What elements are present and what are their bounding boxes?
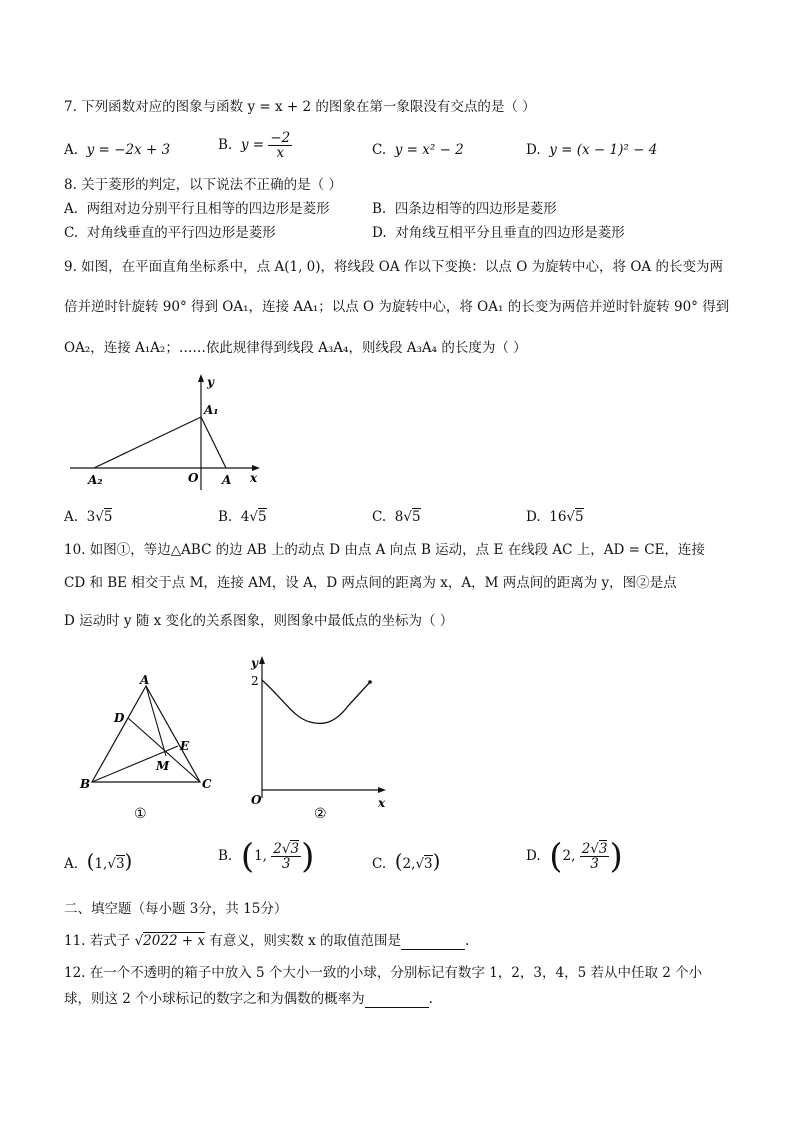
q9-option-c[interactable]: C. 8√5 <box>372 509 421 525</box>
figure-caption-2: ② <box>314 806 327 822</box>
q8-option-c[interactable]: C. 对角线垂直的平行四边形是菱形 <box>64 225 276 241</box>
label-c: C <box>202 777 212 791</box>
q7-option-d[interactable]: D. y = (x − 1)² − 4 <box>526 142 658 158</box>
y-axis-arrow <box>259 656 265 664</box>
segment-am <box>146 686 166 756</box>
q7-option-a[interactable]: A. y = −2x + 3 <box>64 142 171 158</box>
label-e: E <box>180 739 190 753</box>
y-axis-arrow <box>198 374 204 382</box>
y-axis-label: y <box>251 656 258 670</box>
label-d: D <box>114 711 125 725</box>
label-b: B <box>80 777 91 791</box>
q10-triangle-figure <box>74 668 224 828</box>
q8-option-b[interactable]: B. 四条边相等的四边形是菱形 <box>372 201 557 217</box>
q11-line: 11. 若式子 √2022 + x 有意义，则实数 x 的取值范围是 . <box>64 933 470 949</box>
label-a: A <box>140 673 150 687</box>
segment-a-a1 <box>201 417 226 468</box>
q9-line-3: OA₂，连接 A₁A₂；……依此规律得到线段 A₃A₄，则线段 A₃A₄ 的长度为（ ） <box>64 340 527 356</box>
y-tick-label: 2 <box>251 674 259 688</box>
q10-line-2: CD 和 BE 相交于点 M，连接 AM，设 A，D 两点间的距离为 x，A，M 两点间的距离为 y，图②是点 <box>64 575 677 591</box>
fraction: $\frac{-2}{x}$ <box>270 130 291 161</box>
q10-option-c[interactable]: C. (2,√3) <box>372 849 441 873</box>
q10-option-a[interactable]: A. (1,√3) <box>64 849 133 873</box>
label-o: O <box>188 471 199 485</box>
q11-answer-blank[interactable] <box>401 935 465 950</box>
label-a1: A₁ <box>204 403 219 417</box>
q10-line-3: D 运动时 y 随 x 变化的关系图象，则图象中最低点的坐标为（ ） <box>64 613 454 629</box>
q10-graph-figure <box>244 650 394 828</box>
q8-stem: 8. 关于菱形的判定，以下说法不正确的是（ ） <box>64 177 342 193</box>
section-2-heading: 二、填空题（每小题 3分，共 15分） <box>64 901 288 917</box>
q10-option-d[interactable]: D. (2, $\frac{2√3}{3}$ ) <box>526 836 623 877</box>
q8-option-d[interactable]: D. 对角线互相平分且垂直的四边形是菱形 <box>372 225 625 241</box>
x-axis-arrow <box>378 787 386 793</box>
y-vs-x-curve <box>262 680 370 723</box>
q9-option-b[interactable]: B. 4√5 <box>218 509 267 525</box>
curve-endpoint <box>368 680 372 684</box>
segment-a1-a2 <box>94 417 201 468</box>
y-axis-label: y <box>207 375 214 389</box>
q9-line-1: 9. 如图，在平面直角坐标系中，点 A(1, 0)，将线段 OA 作以下变换：以点 O 为旋转中心，将 OA 的长变为两 <box>64 259 723 275</box>
q9-option-d[interactable]: D. 16√5 <box>526 509 584 525</box>
q7-option-b[interactable]: B. y = $\frac{-2}{x}$ <box>218 130 291 161</box>
figure-caption-1: ① <box>134 806 147 822</box>
q12-line-1: 12. 在一个不透明的箱子中放入 5 个大小一致的小球，分别标记有数字 1，2，3，4，5 若从中任取 2 个小 <box>64 965 703 981</box>
q12-answer-blank[interactable] <box>365 993 429 1008</box>
q12-line-2: 球，则这 2 个小球标记的数字之和为偶数的概率为 . <box>64 991 433 1007</box>
label-m: M <box>156 759 170 773</box>
q9-line-2: 倍并逆时针旋转 90° 得到 OA₁，连接 AA₁；以点 O 为旋转中心，将 OA₁ 的长变为两倍并逆时针旋转 90° 得到 <box>64 299 730 315</box>
q10-option-b[interactable]: B. (1, $\frac{2√3}{3}$ ) <box>218 836 315 877</box>
x-axis-label: x <box>378 796 386 810</box>
q7-option-c[interactable]: C. y = x² − 2 <box>372 142 464 158</box>
origin-label: O <box>251 793 262 807</box>
q9-coordinate-figure <box>64 372 274 492</box>
q8-option-a[interactable]: A. 两组对边分别平行且相等的四边形是菱形 <box>64 201 330 217</box>
q10-line-1: 10. 如图①，等边△ABC 的边 AB 上的动点 D 由点 A 向点 B 运动，点 E 在线段 AC 上，AD = CE，连接 <box>64 542 705 558</box>
q9-option-a[interactable]: A. 3√5 <box>64 509 113 525</box>
label-a: A <box>222 473 232 487</box>
x-axis-label: x <box>250 471 258 485</box>
label-a2: A₂ <box>88 473 103 487</box>
q7-stem: 7. 下列函数对应的图象与函数 y = x + 2 的图象在第一象限没有交点的是（ ） <box>64 99 536 115</box>
